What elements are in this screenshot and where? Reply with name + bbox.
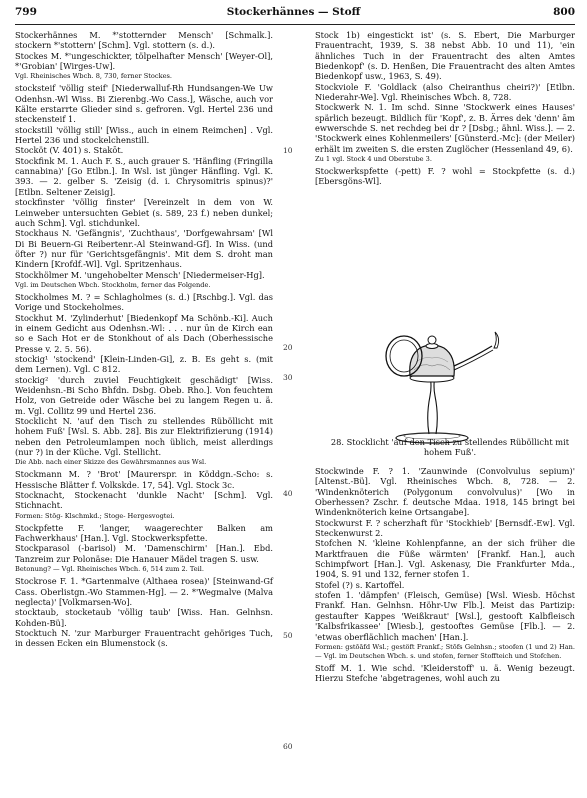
dictionary-entry: Stockmann M. ? 'Brot' [Maurerspr. in Köddgn.-Scho: s. Hessische Blätter f. Volkskde. 17, 54]. Vgl. Stock 3c.: [15, 469, 273, 490]
dictionary-entry: stockstill 'völlig still' [Wiss., auch in einem Reimchen] . Vgl. Hertel 236 und stockelchenstill.: [15, 124, 273, 146]
page-header: [0, 6, 587, 22]
dictionary-entry: Stockholmes M. ? = Schlagholmes (s. d.) [Rschbg.]. Vgl. das Vorige und Stockeholmes.: [15, 291, 273, 313]
dictionary-entry: Stockviole F. 'Goldlack (also Cheiranthus cheiri?)' [Etlbn. Niederahr-We]. Vgl. Rheinisches Wbch. 8, 728.: [315, 81, 575, 103]
line-number: 50: [283, 631, 293, 640]
dictionary-entry: Stockwinde F. ? 1. 'Zaunwinde (Convolvulus sepium)' [Altenst.-Bü]. Vgl. Rheinisches Wbch. 8, 728. — 2. 'Windenknöterich (Polygonum convolvulus)' [Wo in Oberhessen? Zschr. f. deutsche Mdaa. 1918, 145 bringt bei Windenknöterich keine Ortsangabe].: [315, 466, 575, 518]
line-number: 40: [283, 489, 293, 498]
dictionary-entry: Stocknacht, Stockenacht 'dunkle Nacht' [Schm]. Vgl. Stichnacht.: [15, 490, 273, 511]
note-text: Formen: Stōg- Klschmkd.; Stoge- Hergesvogtei.: [15, 511, 175, 520]
dictionary-entry: Stofel (?) s. Kartoffel.: [315, 579, 405, 590]
dictionary-entry: Stocktuch N. 'zur Marburger Frauentracht gehöriges Tuch, in dessen Ecken ein Blumenstock (s.: [15, 627, 273, 649]
dictionary-entry: stofen 1. 'dämpfen' (Fleisch, Gemüse) [Wsl. Wiesb. Höchst Frankf. Han. Gelnhsn. Höhr-Uw Flb.]. Meist das Partizip: gestaufter Kappes 'Weißkraut' [Wsl.], gestooft Kalbfleisch 'Kalbsfrikassee' [Wiesb.], gestooftes Gemüse [Flb.]. — 2. 'etwas oberflächlich machen' [Han.].: [315, 590, 575, 642]
dictionary-entry: Stockwurst F. ? scherzhaft für 'Stockhieb' [Bernsdf.-Ew]. Vgl. Steckenwurst 2.: [315, 517, 575, 539]
dictionary-entry: Stockwerk N. 1. Im schd. Sinne 'Stockwerk eines Hauses' spärlich bezeugt. Bildlich für 'Kopf', z. B. Ärres dek 'denn' ām ewwerschde S. net rechdeg bei dr ? [Dsbg.; ähnl. Wiss.]. — 2. 'Stockwerk eines Kohlenmeilers' [Günsterd.-Mc]: (der Meiler) erhält im zweiten S. die ersten Zuglöcher (Hessenland 49, 6).: [315, 102, 575, 154]
dictionary-entry: Stockpfette F. 'langer, waagerechter Balken am Fachwerkhaus' [Han.]. Vgl. Stockwerkspfette.: [15, 522, 273, 544]
dictionary-entry: Stockrose F. 1. *Gartenmalve (Althaea rosea)' [Steinwand-Gf Cass. Oberlistgn.-Wo Stammen-Hg]. — 2. *'Wegmalve (Malva neglecta)' [Volkmarsen-Wo].: [15, 576, 273, 607]
dictionary-entry: stocktaub, stocketaub 'völlig taub' [Wiss. Han. Gelnhsn. Kohden-Bü].: [15, 607, 273, 628]
left-column: [15, 30, 273, 649]
dictionary-entry: Stockhut M. 'Zylinderhut' [Biedenkopf Ma Schönb.-Ki]. Auch in einem Gedicht aus Odenhsn.-Wl: . . . nur ūn de Kirch ean so e Sach Hot er de Stonkhout of als Dach (Oberhessische Presse v. 2. 5. 56).: [15, 312, 273, 354]
dictionary-entry: Stofchen N. 'kleine Kohlenpfanne, an der sich früher die Marktfrauen die Füße wärmten' [Frankf. Han.], auch Schimpfwort [Han.]. Vgl. Askenasy, Die Frankfurter Mda., 1904, S. 91 und 132, ferner stofen 1.: [315, 538, 575, 580]
dictionary-entry: Stockfink M. 1. Auch F. S., auch grauer S. 'Hänfling (Fringilla cannabina)' [Go Etlbn.]. In Wsl. ist jünger Hänfling. Vgl. K. 393. — 2. gelber S. 'Zeisig (d. i. Chrysomitris spinus)?' [Etlbn. Seltener Zeisig].: [15, 155, 273, 197]
note-text: Zu 1 vgl. Stock 4 und Oberstube 3.: [315, 155, 432, 164]
header-rule: [15, 24, 575, 25]
figure-caption: 28. Stocklicht 'auf den Tisch zu stellendes Rüböllicht mit hohem Fuß'.: [330, 437, 570, 458]
dictionary-entry: stockig² 'durch zuviel Feuchtigkeit geschädigt' [Wiss. Weidenhsn.-Bi Scho Bhfdn. Dsbg. Obeb. Rho.]. Von feuchtem Holz, von Getreide oder Wäsche bei zu langem Regen u. ä. m. Vgl. Collitz 99 und Hertel 236.: [15, 374, 273, 416]
dictionary-entry: stocksteif 'völlig steif' [Niederwalluf-Rh Hundsangen-We Uw Odenhsn.-Wl Wiss. Bi Zierenbg.-Wo Cass.], Wäsche, auch vor Kälte erstarrte Glieder sind s. gefroren. Vgl. Hertel 236 und steckensteif 1.: [15, 83, 273, 125]
dictionary-entry: Stoff M. 1. Wie schd. 'Kleiderstoff' u. ä. Wenig bezeugt. Hierzu Stefche 'abgetragenes, wohl auch zu: [315, 662, 575, 684]
stocklicht-illustration: [372, 326, 547, 446]
dictionary-entry: Stockhölmer M. 'ungehobelter Mensch' [Niedermeiser-Hg].: [15, 269, 265, 280]
line-number: 20: [283, 343, 293, 352]
note-text: Die Abb. nach einer Skizze des Gewährsmannes aus Wsl.: [15, 458, 207, 467]
line-number: 30: [283, 373, 293, 382]
right-column-top: [315, 30, 575, 187]
note-text: Vgl. im Deutschen Wbch. Stockholm, ferner das Folgende.: [15, 280, 211, 289]
dictionary-entry: Stockes M. *'ungeschickter, tölpelhafter Mensch' [Weyer-Ol], *'Grobian' [Wirges-Uw].: [15, 50, 273, 72]
dictionary-entry: stockig¹ 'stockend' [Klein-Linden-Gi], z. B. Es geht s. (mit dem Lernen). Vgl. C 812.: [15, 353, 273, 375]
page-number-right: 800: [553, 6, 575, 18]
note-text: Betonung? — Vgl. Rheinisches Wbch. 6, 514 zum 2. Teil.: [15, 565, 204, 574]
dictionary-entry: Stockerhännes M. *'stotternder Mensch' [Schmalk.]. stockern *'stottern' [Schm]. Vgl. stottern (s. d.).: [15, 30, 273, 51]
dictionary-entry: stockfinster 'völlig finster' [Vereinzelt in dem von W. Leinweber untersuchten Gebiet (s. 589, 23 f.) neben dunkel; auch Schm]. Vgl. stichdunkel.: [15, 197, 273, 228]
line-number: 10: [283, 146, 293, 155]
dictionary-entry: Stock 1b) eingestickt ist' (s. S. Ebert, Die Marburger Frauentracht, 1939, S. 38 nebst Abb. 10 und 11), 'ein ähnliches Tuch in der Frauentracht des alten Amtes Biedenkopf' (s. D. Henßen, Die Frauentracht des alten Amtes Biedenkopf usw., 1963, S. 49).: [315, 30, 575, 82]
page-title: Stockerhännes — Stoff: [226, 6, 361, 18]
line-number: 60: [283, 742, 293, 751]
page-number-left: 799: [15, 6, 37, 18]
dictionary-entry: Stocköt (V. 401) s. Stakōt.: [15, 145, 124, 156]
dictionary-entry: Stockparasol (-barisol) M. 'Damenschirm' [Han.]. Ebd. Tanzreim zur Polonäse: Die Hanauer Mädel tragen S. usw.: [15, 543, 273, 564]
dictionary-entry: Stockwerkspfette (-pett) F. ? wohl = Stockpfette (s. d.) [Ebersgöns-Wl].: [315, 166, 575, 187]
dictionary-entry: Stocklicht N. 'auf den Tisch zu stellendes Rüböllicht mit hohem Fuß' [Wsl. S. Abb. 28]. Bis zur Elektrifizierung (1914) neben den Petroleumlampen noch üblich, meist allerdings (nur ?) in der Küche. Vgl. Stellicht.: [15, 416, 273, 458]
dictionary-entry: Stockhaus N. 'Gefängnis', 'Zuchthaus', 'Dorfgewahrsam' [Wl Di Bi Beuern-Gi Reibertenr.-Al Steinwand-Gf]. In Wiss. (und öfter ?) nur für 'Gerichtsgefängnis'. Mit dem S. droht man Kindern [Krofdf.-Wl]. Vgl. Spritzenhaus.: [15, 228, 273, 270]
note-text: Formen: gstōāfd Wsl.; gestöft Frankf.; Stōfs Gelnhsn.; stoofen (1 und 2) Han. — Vgl. im Deutschen Wbch. s. und stofen, ferner Stoffteich und Stofchen.: [315, 642, 575, 660]
note-text: Vgl. Rheinisches Wbch. 8, 730, ferner Stockes.: [15, 72, 172, 81]
right-column-bottom: [315, 466, 575, 684]
